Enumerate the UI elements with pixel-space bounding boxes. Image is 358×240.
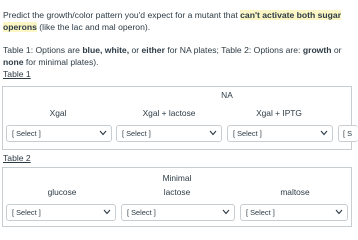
table2-header-glucose: glucose <box>47 187 77 197</box>
option-keyword: either <box>141 45 165 55</box>
table1-select-xgal-iptg[interactable] <box>227 125 333 142</box>
question-text <box>3 9 347 33</box>
table1-select-xgal[interactable] <box>6 125 112 142</box>
question-text-part: (like the lac and mal operon). <box>36 22 151 32</box>
chevron-down-icon <box>335 209 343 215</box>
table1-group-header: NA <box>221 90 233 100</box>
table2-select-glucose[interactable] <box>6 204 116 221</box>
table1-select-xgal-lactose[interactable] <box>116 125 222 142</box>
table2-group-header: Minimal <box>162 173 192 183</box>
options-note-part: or <box>331 45 342 55</box>
table1-header-xgal-iptg: Xgal + IPTG <box>256 108 302 118</box>
chevron-down-icon <box>320 130 328 136</box>
options-note-part: for NA plates; Table 2: Options are: <box>164 45 303 55</box>
option-keyword: none <box>3 57 24 67</box>
select-value: [ Select ] <box>127 208 156 217</box>
chevron-down-icon <box>222 209 230 215</box>
chevron-down-icon <box>103 209 111 215</box>
highlighted-phrase: can't activate both sugar operons <box>3 10 342 32</box>
table2-header-maltose: maltose <box>280 187 310 197</box>
table1 <box>2 86 352 150</box>
options-note-part: or <box>129 45 142 55</box>
select-value: [ Select ] <box>233 129 262 138</box>
select-value: [ Select ] <box>246 208 275 217</box>
table1-header-xgal: Xgal <box>49 108 67 118</box>
options-note-part: for minimal plates). <box>23 57 99 67</box>
option-keyword: growth <box>302 45 332 55</box>
select-value: [ S <box>343 129 353 138</box>
select-value: [ Select ] <box>122 129 151 138</box>
chevron-down-icon <box>99 130 107 136</box>
question-text-part: Predict the growth/color pattern you'd expect for a mutant that <box>3 10 241 20</box>
table1-select-partial[interactable] <box>338 125 358 142</box>
table2-header-lactose: lactose <box>163 187 191 197</box>
chevron-down-icon <box>209 130 217 136</box>
options-note <box>3 44 347 68</box>
select-value: [ Select ] <box>12 208 41 217</box>
table2-select-maltose[interactable] <box>240 204 348 221</box>
table2-select-lactose[interactable] <box>121 204 235 221</box>
table1-caption: Table 1 <box>3 69 31 79</box>
options-note-part: Table 1: Options are <box>3 45 83 55</box>
table1-header-xgal-lactose: Xgal + lactose <box>142 108 196 118</box>
table2 <box>2 167 352 227</box>
select-value: [ Select ] <box>12 129 41 138</box>
table2-caption: Table 2 <box>3 153 31 163</box>
option-keyword: blue, white, <box>82 45 130 55</box>
